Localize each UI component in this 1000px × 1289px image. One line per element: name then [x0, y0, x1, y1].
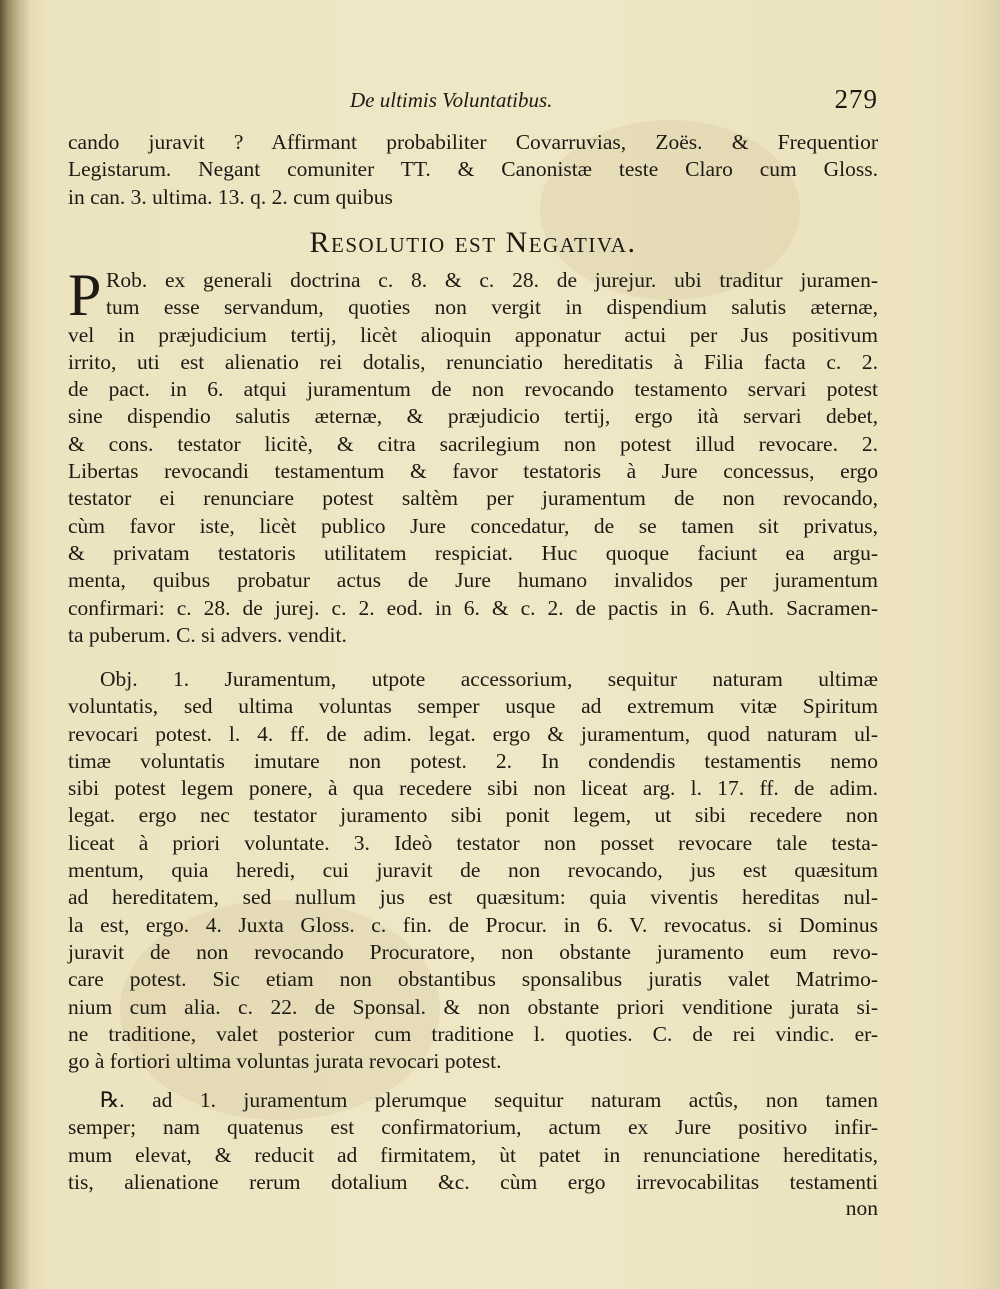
catchword: non — [845, 1196, 878, 1220]
text-line: juravit de non revocando Procuratore, non obstante juramento eum revo- — [68, 939, 878, 964]
text-line: Legistarum. Negant comuniter TT. & Canonistæ teste Claro cum Gloss. — [68, 157, 878, 182]
text-line: la est, ergo. 4. Juxta Gloss. c. fin. de Procur. in 6. V. revocatus. si Dominus — [68, 912, 878, 937]
text-line: ad hereditatem, sed nullum jus est quæsitum: quia viventis hereditas nul- — [68, 885, 878, 910]
text-line: menta, quibus probatur actus de Jure humano invalidos per juramentum — [68, 568, 878, 593]
text-line: sine dispendio salutis æternæ, & præjudicio tertij, ergo ità servari debet, — [68, 404, 878, 429]
text-line: nium cum alia. c. 22. de Sponsal. & non obstante priori venditione jurata si- — [68, 994, 878, 1019]
text-line: ta puberum. C. si advers. vendit. — [68, 622, 347, 647]
text-line: vel in præjudicium tertij, licèt alioquin apponatur actui per Jus positivum — [68, 322, 878, 347]
text-line: & privatam testatoris utilitatem respiciat. Huc quoque faciunt ea argu- — [68, 540, 878, 565]
text-line: cùm favor iste, licèt publico Jure concedatur, de se tamen sit privatus, — [68, 513, 878, 538]
text-line: tum esse servandum, quoties non vergit in dispendium salutis æternæ, — [106, 295, 878, 320]
text-line: timæ voluntatis imutare non potest. 2. In condendis testamentis nemo — [68, 748, 878, 773]
section-heading: Resolutio est Negativa. — [309, 226, 637, 259]
text-line: confirmari: c. 28. de jurej. c. 2. eod. in 6. & c. 2. de pactis in 6. Auth. Sacramen- — [68, 595, 878, 620]
intro-paragraph — [68, 129, 878, 211]
text-line: de pact. in 6. atqui juramentum de non revocando testamento servari potest — [68, 377, 878, 402]
text-line: semper; nam quatenus est confirmatorium, actum ex Jure positivo infir- — [68, 1115, 878, 1140]
text-line: & cons. testator licitè, & citra sacrilegium non potest illud revocare. 2. — [68, 431, 878, 456]
running-head-title: De ultimis Voluntatibus. — [350, 88, 553, 112]
text-line: Rob. ex generali doctrina c. 8. & c. 28. de jurejur. ubi traditur juramen- — [106, 268, 878, 292]
text-line: in can. 3. ultima. 13. q. 2. cum quibus — [68, 184, 393, 209]
text-line: mum elevat, & reducit ad firmitatem, ùt patet in renunciatione hereditatis, — [68, 1142, 878, 1167]
text-line: revocari potest. l. 4. ff. de adim. legat. ergo & juramentum, quod naturam ul- — [68, 721, 878, 746]
running-head — [68, 86, 878, 120]
page-number: 279 — [834, 84, 878, 114]
book-gutter-shadow — [0, 0, 30, 1289]
text-line: Obj. 1. Juramentum, utpote accessorium, sequitur naturam ultimæ — [100, 667, 878, 691]
text-line: liceat à priori voluntate. 3. Ideò testator non posset revocare tale testa- — [68, 830, 878, 855]
objection-paragraph — [68, 666, 878, 1075]
text-line: voluntatis, sed ultima voluntas semper usque ad extremum vitæ Spiritum — [68, 694, 878, 719]
text-line: testator ei renunciare potest saltèm per juramentum de non revocando, — [68, 486, 878, 511]
text-line: legat. ergo nec testator juramento sibi ponit legem, ut sibi recedere non — [68, 803, 878, 828]
drop-cap: P — [68, 262, 102, 328]
text-line: ne traditione, valet posterior cum traditione l. quoties. C. de rei vindic. er- — [68, 1021, 878, 1046]
text-line: mentum, quia heredi, cui juravit de non revocando, jus est quæsitum — [68, 858, 878, 883]
proof-paragraph — [68, 262, 878, 649]
text-line: Libertas revocandi testamentum & favor testatoris à Jure concessus, ergo — [68, 459, 878, 484]
text-line: cando juravit ? Affirmant probabiliter Covarruvias, Zoës. & Frequentior — [68, 130, 878, 154]
text-line: irrito, uti est alienatio rei dotalis, renunciatio hereditatis à Filia facta c. 2. — [68, 349, 878, 374]
text-line: tis, alienatione rerum dotalium &c. cùm ergo irrevocabilitas testamenti — [68, 1169, 878, 1194]
text-line: ℞. ad 1. juramentum plerumque sequitur naturam actûs, non tamen — [100, 1088, 878, 1112]
text-line: sibi potest legem ponere, à qua recedere sibi non liceat arg. l. 17. ff. de adim. — [68, 776, 878, 801]
text-line: care potest. Sic etiam non obstantibus sponsalibus juratis valet Matrimo- — [68, 967, 878, 992]
text-line: go à fortiori ultima voluntas jurata revocari potest. — [68, 1049, 502, 1074]
response-paragraph — [68, 1087, 878, 1196]
